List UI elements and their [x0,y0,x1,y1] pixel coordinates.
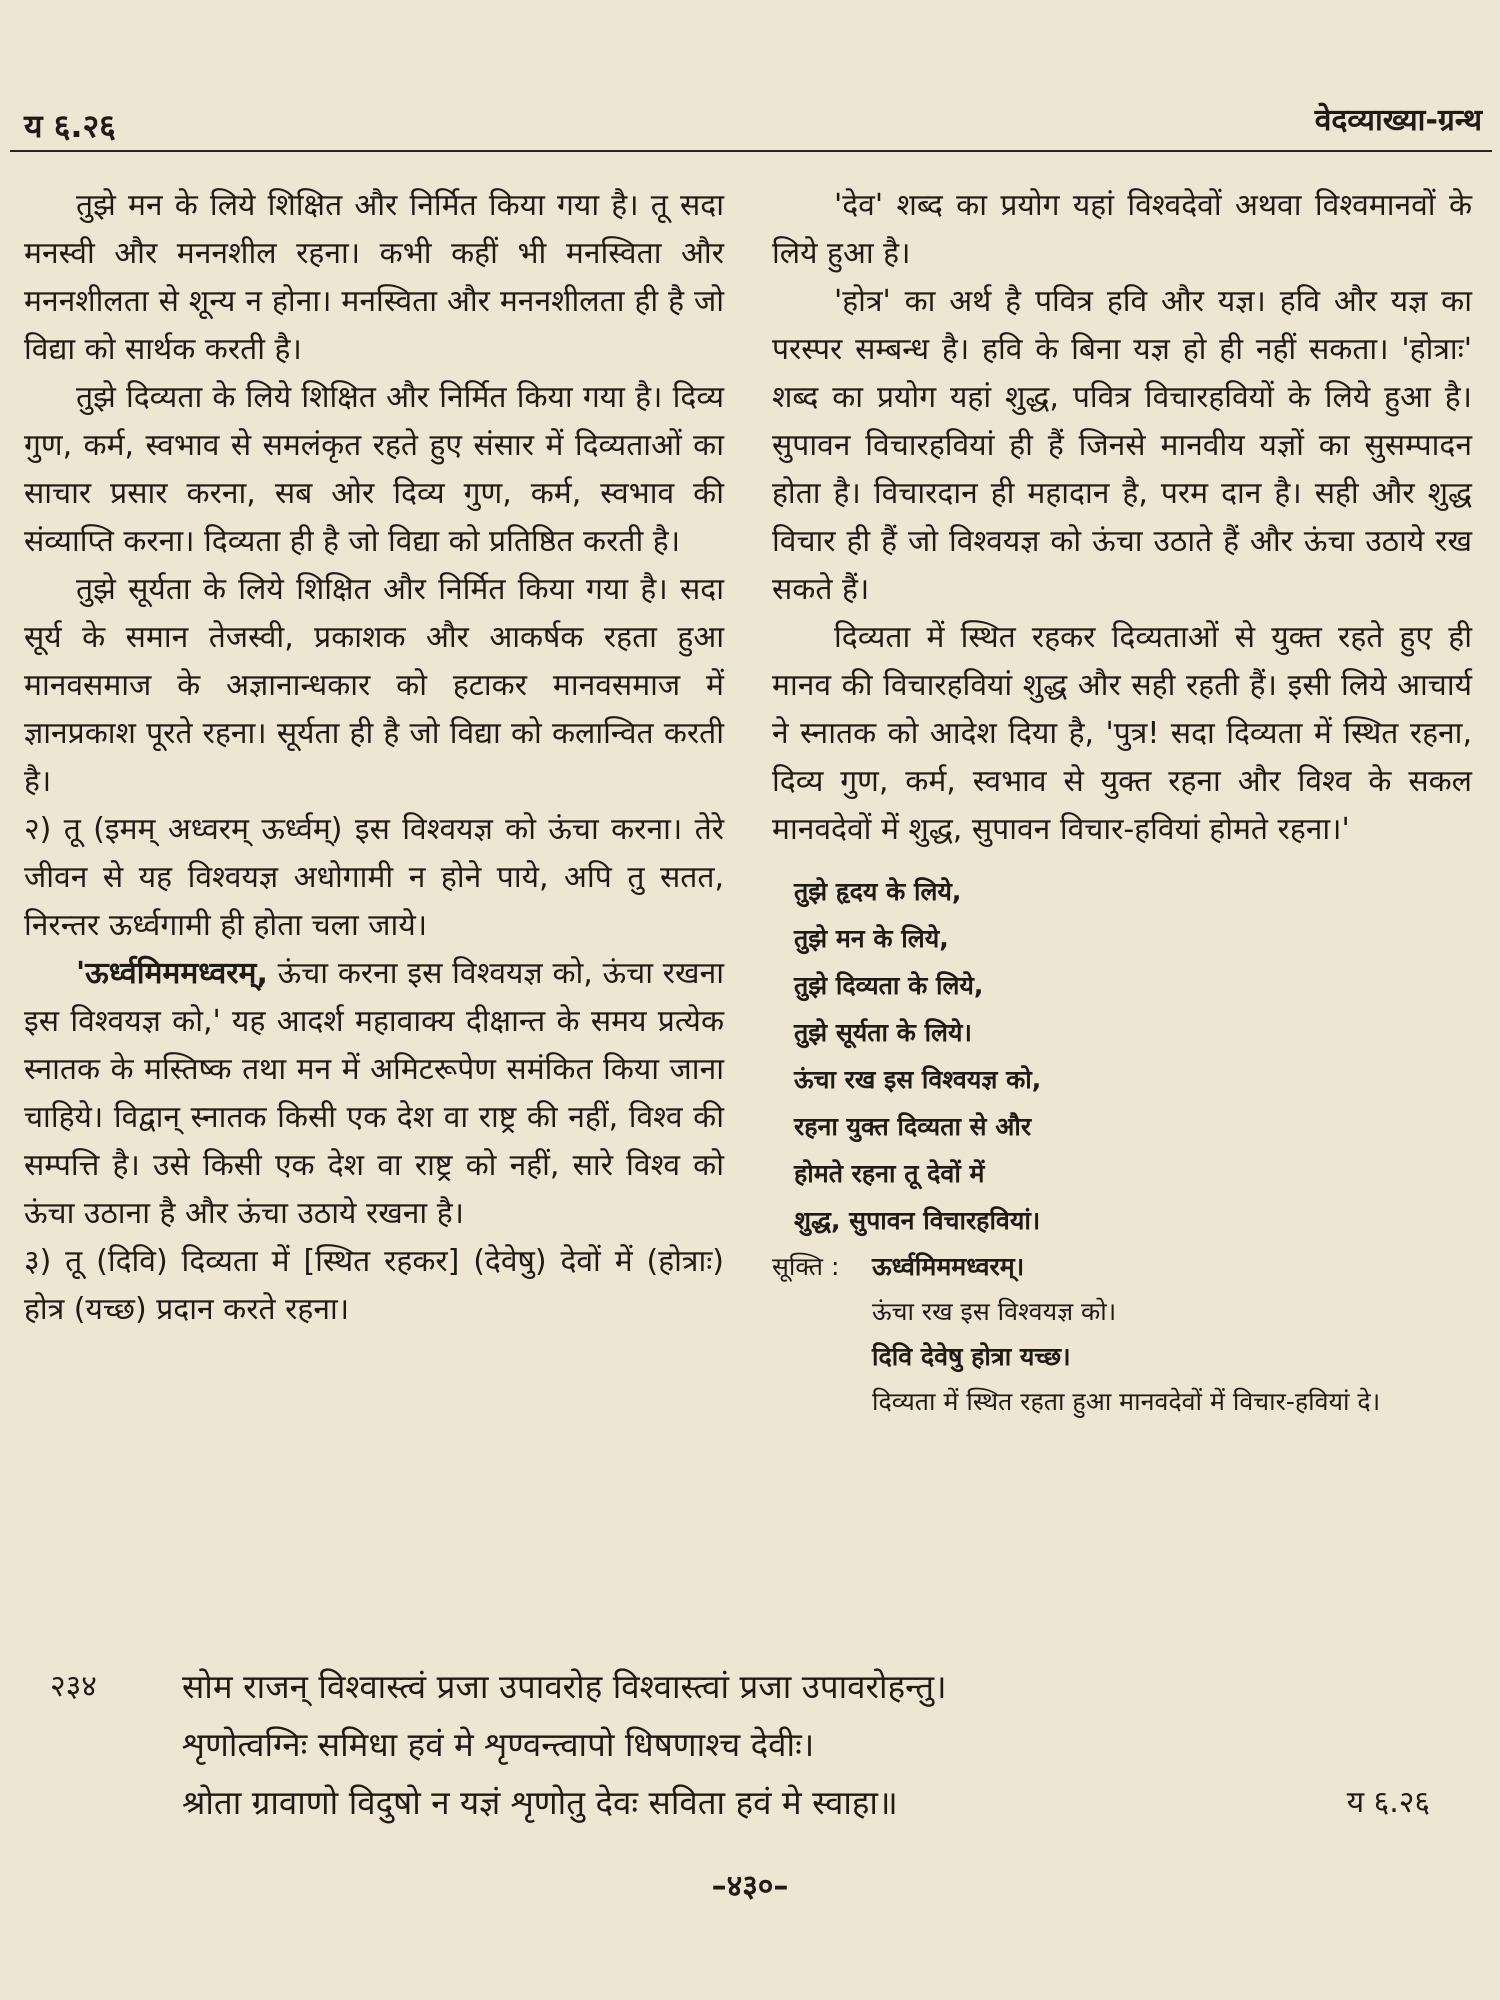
left-paragraph-5 [24,950,724,1238]
sukti-block [772,1244,1472,1424]
left-paragraph-1: तुझे मन के लिये शिक्षित और निर्मित किया गया है। तू सदा मनस्वी और मननशील रहना। कभी कहीं भी मनस्विता और मननशीलता से शून्य न होना। मनस्विता और मननशीलता ही है जो विद्या को सार्थक करती है। [24,188,724,367]
sukti-line: ऊर्ध्वमिममध्वरम्। [872,1252,1025,1281]
verse-line: रहना युक्त दिव्यता से और [794,1112,1032,1141]
verse-line: तुझे मन के लिये, [794,924,949,953]
verse-line: होमते रहना तू देवों में [794,1159,985,1188]
left-paragraph-4: २) तू (इमम् अध्वरम् ऊर्ध्वम्) इस विश्वयज्ञ को ऊंचा करना। तेरे जीवन से यह विश्वयज्ञ अधोगामी न होने पाये, अपि तु सतत, निरन्तर ऊर्ध्वगामी ही होता चला जाये। [24,812,724,943]
mantra-line: श्रोता ग्रावाणो विदुषो न यज्ञं शृणोतु देवः सविता हवं मे स्वाहा॥ [182,1783,898,1822]
left-paragraph-6: ३) तू (दिवि) दिव्यता में [स्थित रहकर] (देवेषु) देवों में (होत्राः) होत्र (यच्छ) प्रदान करते रहना। [24,1244,724,1327]
sukti-line: दिव्यता में स्थित रहता हुआ मानवदेवों में विचार-हवियां दे। [872,1387,1381,1416]
header-rule [10,150,1492,152]
verse-block [794,868,1472,1244]
mantra-number: २३४ [50,1669,97,1704]
left-paragraph-5-text: ऊंचा करना इस विश्वयज्ञ को, ऊंचा रखना इस विश्वयज्ञ को,' यह आदर्श महावाक्य दीक्षान्त के समय प्रत्येक स्नातक के मस्तिष्क तथा मन में अमिटरूपेण समंकित किया जाना चाहिये। विद्वान् स्नातक किसी एक देश वा राष्ट्र की नहीं, विश्व की सम्पत्ति है। उसे किसी एक देश वा राष्ट्र को नहीं, सारे विश्व को ऊंचा उठाना है और ऊंचा उठाये रखना है। [24,956,724,1231]
right-paragraph-2: 'होत्र' का अर्थ है पवित्र हवि और यज्ञ। हवि और यज्ञ का परस्पर सम्बन्ध है। हवि के बिना यज्ञ हो ही नहीं सकता। 'होत्राः' शब्द का प्रयोग यहां शुद्ध, पवित्र विचारहवियों के लिये हुआ है। सुपावन विचारहवियां ही हैं जिनसे मानवीय यज्ञों का सुसम्पादन होता है। विचारदान ही महादान है, परम दान है। सही और शुद्ध विचार ही हैं जो विश्वयज्ञ को ऊंचा उठाते हैं और ऊंचा उठाये रख सकते हैं। [772,284,1472,607]
mantra-line: शृणोत्वग्निः समिधा हवं मे शृण्वन्त्वापो धिषणाश्च देवीः। [182,1725,815,1764]
right-paragraph-3: दिव्यता में स्थित रहकर दिव्यताओं से युक्त रहते हुए ही मानव की विचारहवियां शुद्ध और सही रहती हैं। इसी लिये आचार्य ने स्नातक को आदेश दिया है, 'पुत्र! सदा दिव्यता में स्थित रहना, दिव्य गुण, कर्म, स्वभाव से युक्त रहना और विश्व के सकल मानवदेवों में शुद्ध, सुपावन विचार-हवियां होमते रहना।' [772,620,1472,847]
mantra-block [50,1658,1470,1832]
left-paragraph-5-bold: 'ऊर्ध्वमिममध्वरम्, [76,956,268,991]
mantra-line: सोम राजन् विश्वास्त्वं प्रजा उपावरोह विश्वास्त्वां प्रजा उपावरोहन्तु। [182,1667,947,1706]
page-number: –४३०– [711,1869,789,1904]
verse-line: तुझे सूर्यता के लिये। [794,1018,972,1047]
right-column [772,182,1472,1424]
left-paragraph-3: तुझे सूर्यता के लिये शिक्षित और निर्मित किया गया है। सदा सूर्य के समान तेजस्वी, प्रकाशक और आकर्षक रहता हुआ मानवसमाज के अज्ञानान्धकार को हटाकर मानवसमाज में ज्ञानप्रकाश पूरते रहना। सूर्यता ही है जो विद्या को कलान्वित करती है। [24,572,724,799]
verse-line: तुझे हृदय के लिये, [794,877,962,906]
sukti-line: ऊंचा रख इस विश्वयज्ञ को। [872,1297,1117,1326]
left-paragraph-2: तुझे दिव्यता के लिये शिक्षित और निर्मित किया गया है। दिव्य गुण, कर्म, स्वभाव से समलंकृत रहते हुए संसार में दिव्यताओं का साचार प्रसार करना, सब ओर दिव्य गुण, कर्म, स्वभाव की संव्याप्ति करना। दिव्यता ही है जो विद्या को प्रतिष्ठित करती है। [24,380,724,559]
sukti-label: सूक्ति : [772,1252,840,1281]
book-title: वेदव्याख्या-ग्रन्थ [1314,103,1482,138]
verse-line: ऊंचा रख इस विश्वयज्ञ को, [794,1065,1042,1094]
verse-line: तुझे दिव्यता के लिये, [794,971,984,1000]
page-header [24,98,1482,146]
chapter-reference: य ६.२६ [24,107,116,145]
left-column [24,182,724,1334]
right-paragraph-1: 'देव' शब्द का प्रयोग यहां विश्वदेवों अथवा विश्वमानवों के लिये हुआ है। [772,188,1472,271]
mantra-reference: य ६.२६ [1346,1785,1430,1820]
sukti-line: दिवि देवेषु होत्रा यच्छ। [872,1342,1071,1371]
verse-line: शुद्ध, सुपावन विचारहवियां। [794,1206,1041,1235]
